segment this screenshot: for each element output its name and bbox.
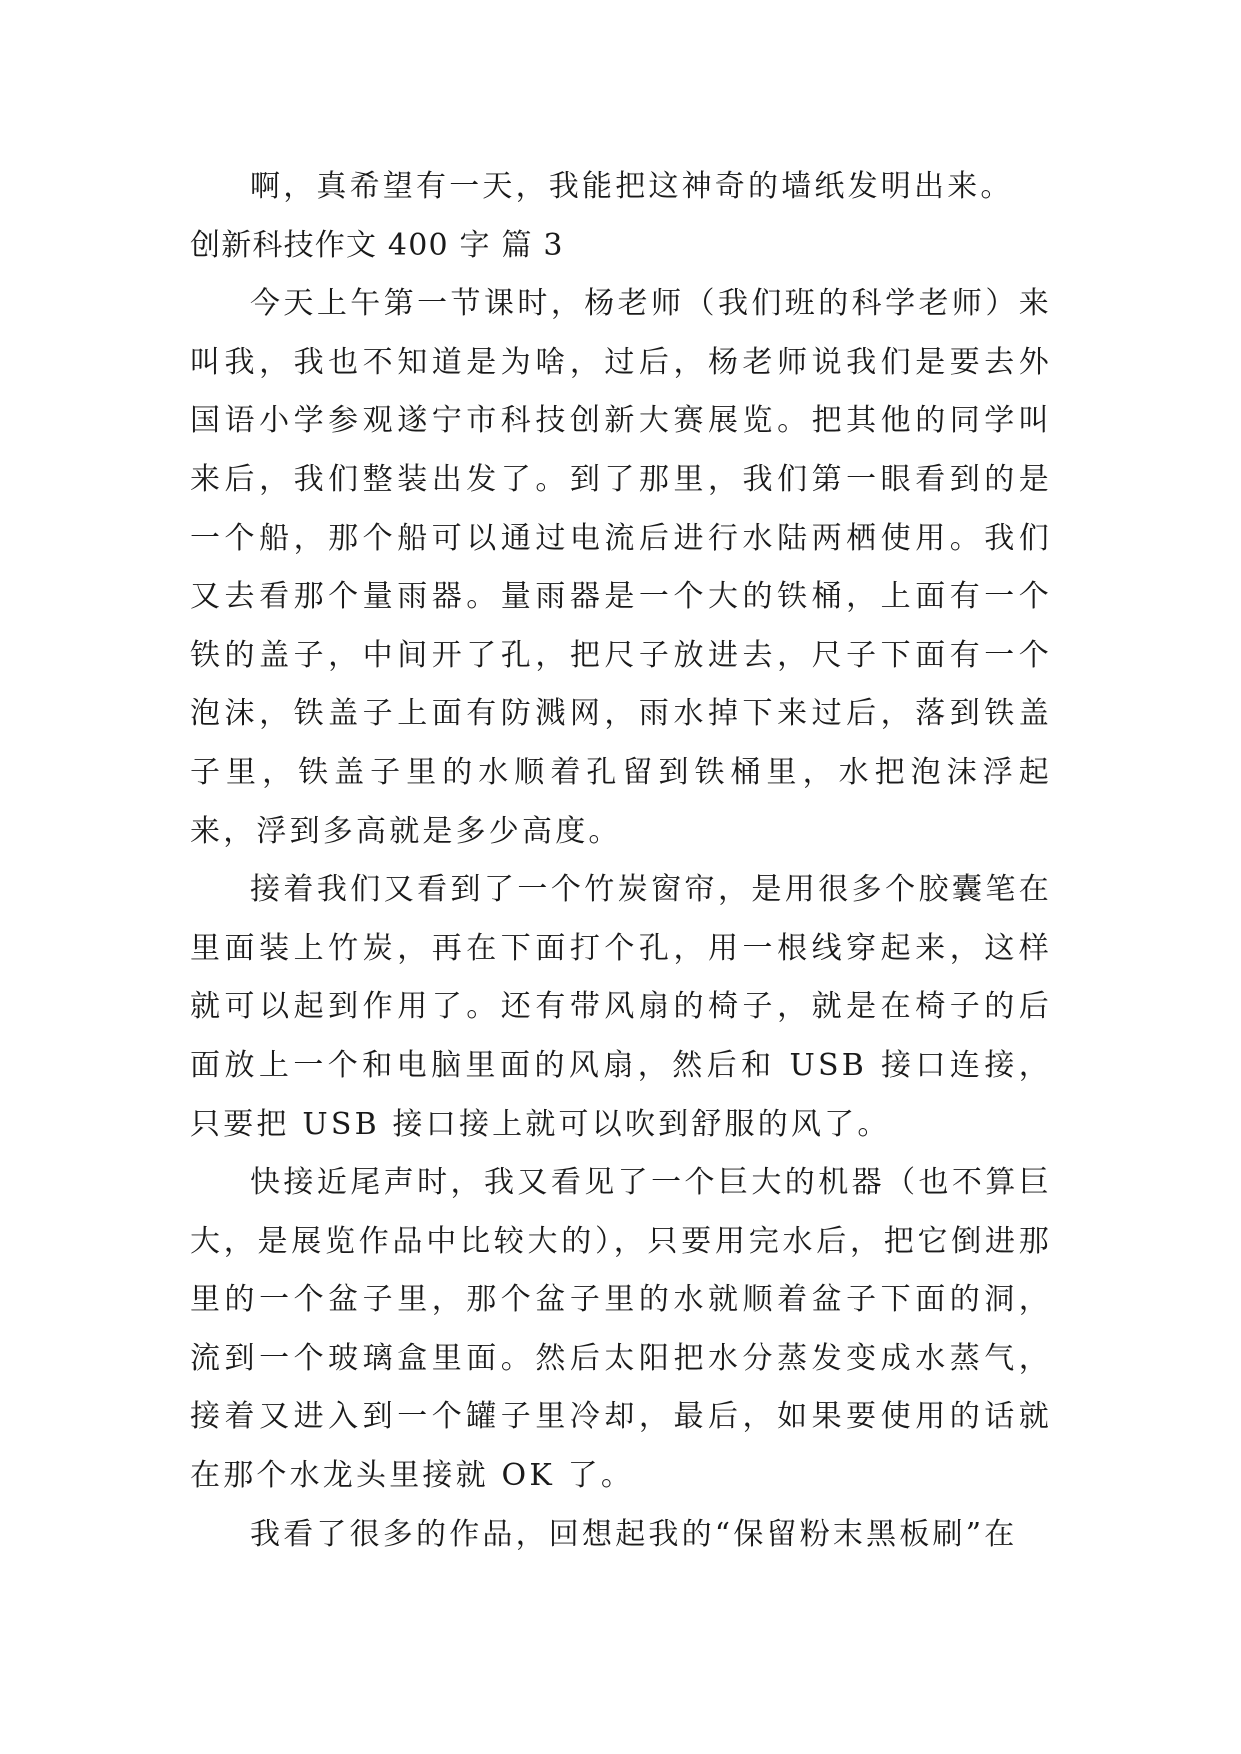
intro-paragraph: 啊，真希望有一天，我能把这神奇的墙纸发明出来。 (250, 169, 1014, 204)
body-paragraph-4: 我看了很多的作品，回想起我的“保留粉末黑板刷”在 (250, 1516, 1018, 1552)
body-paragraph-2: 接着我们又看到了一个竹炭窗帘，是用很多个胶囊笔在里面装上竹炭，再在下面打个孔，用一根线穿起来，这样就可以起到作用了。还有带风扇的椅子，就是在椅子的后面放上一个和电脑里面的风扇，然后和 USB 接口连接，只要把 USB 接口接上就可以吹到舒服的风了。 (190, 872, 1052, 1142)
body-paragraph-3: 快接近尾声时，我又看见了一个巨大的机器（也不算巨大，是展览作品中比较大的），只要用完水后，把它倒进那里的一个盆子里，那个盆子里的水就顺着盆子下面的洞，流到一个玻璃盒里面。然后太阳把水分蒸发变成水蒸气，接着又进入到一个罐子里冷却，最后，如果要使用的话就在那个水龙头里接就 OK 了。 (190, 1165, 1052, 1494)
body-paragraph-1: 今天上午第一节课时，杨老师（我们班的科学老师）来叫我，我也不知道是为啥，过后，杨老师说我们是要去外国语小学参观遂宁市科技创新大赛展览。把其他的同学叫来后，我们整装出发了。到了那里，我们第一眼看到的是一个船，那个船可以通过电流后进行水陆两栖使用。我们又去看那个量雨器。量雨器是一个大的铁桶，上面有一个铁的盖子，中间开了孔，把尺子放进去，尺子下面有一个泡沫，铁盖子上面有防溅网，雨水掉下来过后，落到铁盖子里，铁盖子里的水顺着孔留到铁桶里，水把泡沫浮起来，浮到多高就是多少高度。 (190, 286, 1052, 849)
section-heading: 创新科技作文 400 字 篇 3 (190, 227, 564, 263)
document-body (190, 158, 1052, 1564)
